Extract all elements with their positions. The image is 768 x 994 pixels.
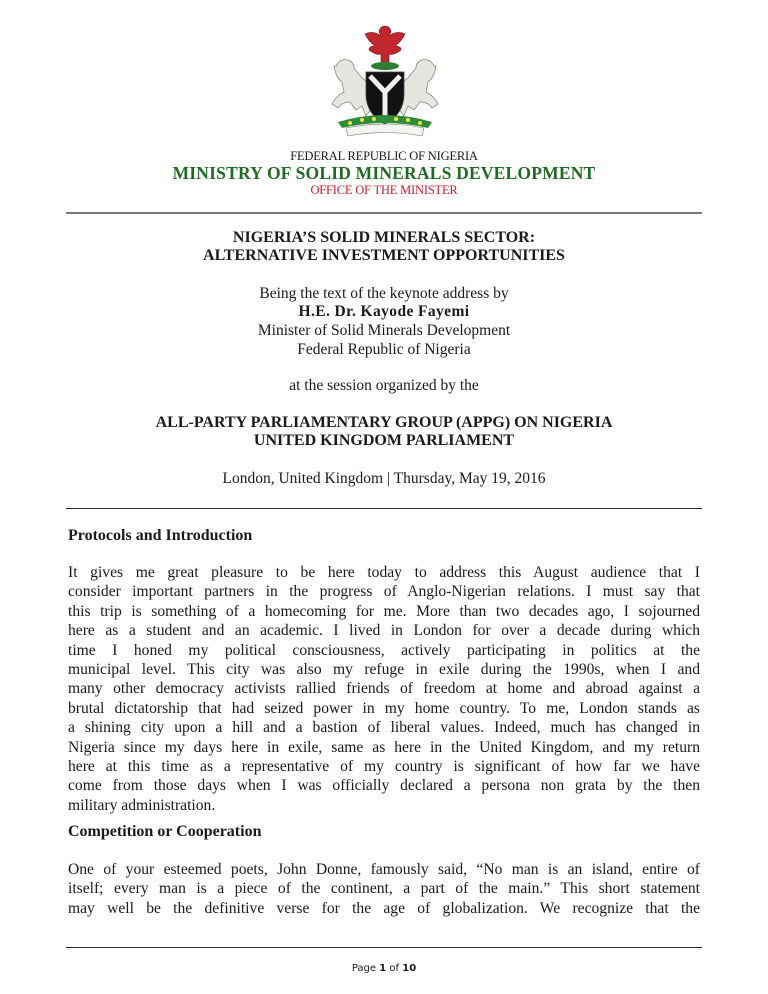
ministry-heading: MINISTRY OF SOLID MINERALS DEVELOPMENT bbox=[172, 163, 596, 183]
location-date: London, United Kingdom | Thursday, May 19, 2016 bbox=[222, 470, 546, 487]
speaker-intro: Being the text of the keynote address by bbox=[259, 285, 509, 302]
total-pages: 10 bbox=[402, 963, 417, 974]
paragraph-line: municipal level. This city was also my refuge in exile during the 1990s, when I and bbox=[68, 661, 700, 679]
paragraph-line: here as a student and an academic. I lived in London for over a decade during which bbox=[68, 622, 700, 640]
section-heading: Competition or Cooperation bbox=[68, 823, 262, 840]
paragraph-line: may well be the definitive verse for the age of globalization. We recognize that the bbox=[68, 899, 700, 917]
paragraph-line: itself; every man is a piece of the continent, a part of the main.” This short statement bbox=[68, 880, 700, 898]
section-heading: Protocols and Introduction bbox=[68, 527, 253, 544]
of-word: of bbox=[389, 963, 400, 974]
section-paragraph bbox=[68, 563, 700, 815]
speaker-role: Minister of Solid Minerals Development bbox=[257, 322, 511, 339]
paragraph-line: It gives me great pleasure to be here today to address this August audience that I bbox=[68, 564, 700, 581]
header-divider bbox=[66, 212, 702, 214]
paragraph-line: military administration. bbox=[68, 796, 216, 814]
paragraph-line: consider important partners in the progress of Anglo-Nigerian relations. I must say that bbox=[68, 583, 700, 601]
page-word: Page bbox=[351, 963, 377, 974]
paragraph-line: here at this time as a representative of my country is significant of how far we have bbox=[68, 758, 700, 776]
paragraph-line: come from those days when I was officially declared a persona non grata by the then bbox=[68, 777, 700, 795]
footer-divider bbox=[66, 947, 702, 948]
paragraph-line: a shining city upon a hill and a bastion of liberal values. Indeed, much has changed in bbox=[68, 719, 700, 737]
country-heading: FEDERAL REPUBLIC OF NIGERIA bbox=[290, 149, 478, 163]
organizer-line-2: UNITED KINGDOM PARLIAMENT bbox=[253, 432, 515, 449]
current-page: 1 bbox=[379, 963, 387, 974]
paragraph-line: many other democracy activists rallied friends of freedom at home and abroad against a bbox=[68, 680, 700, 698]
organizer-line-1: ALL-PARTY PARLIAMENTARY GROUP (APPG) ON NIGERIA bbox=[155, 414, 613, 431]
session-intro: at the session organized by the bbox=[289, 377, 479, 394]
paragraph-line: time I honed my political consciousness, actively participating in politics at the bbox=[68, 641, 700, 659]
office-heading: OFFICE OF THE MINISTER bbox=[310, 183, 458, 197]
speaker-name: H.E. Dr. Kayode Fayemi bbox=[298, 303, 470, 320]
speaker-country: Federal Republic of Nigeria bbox=[297, 341, 471, 358]
page-number bbox=[0, 963, 768, 974]
nigeria-coat-of-arms-icon bbox=[318, 22, 452, 142]
paragraph-line: One of your esteemed poets, John Donne, famously said, “No man is an island, entire of bbox=[68, 861, 700, 878]
document-title-line-2: ALTERNATIVE INVESTMENT OPPORTUNITIES bbox=[203, 247, 565, 264]
title-divider bbox=[66, 508, 702, 509]
section-paragraph bbox=[68, 860, 700, 918]
document-title-line-1: NIGERIA’S SOLID MINERALS SECTOR: bbox=[232, 229, 536, 246]
paragraph-line: this trip is something of a homecoming for me. More than two decades ago, I sojourned bbox=[68, 602, 700, 620]
paragraph-line: Nigeria since my days here in exile, same as here in the United Kingdom, and my return bbox=[68, 738, 700, 756]
paragraph-line: brutal dictatorship that had seized power in my home country. To me, London stands as bbox=[68, 699, 700, 717]
